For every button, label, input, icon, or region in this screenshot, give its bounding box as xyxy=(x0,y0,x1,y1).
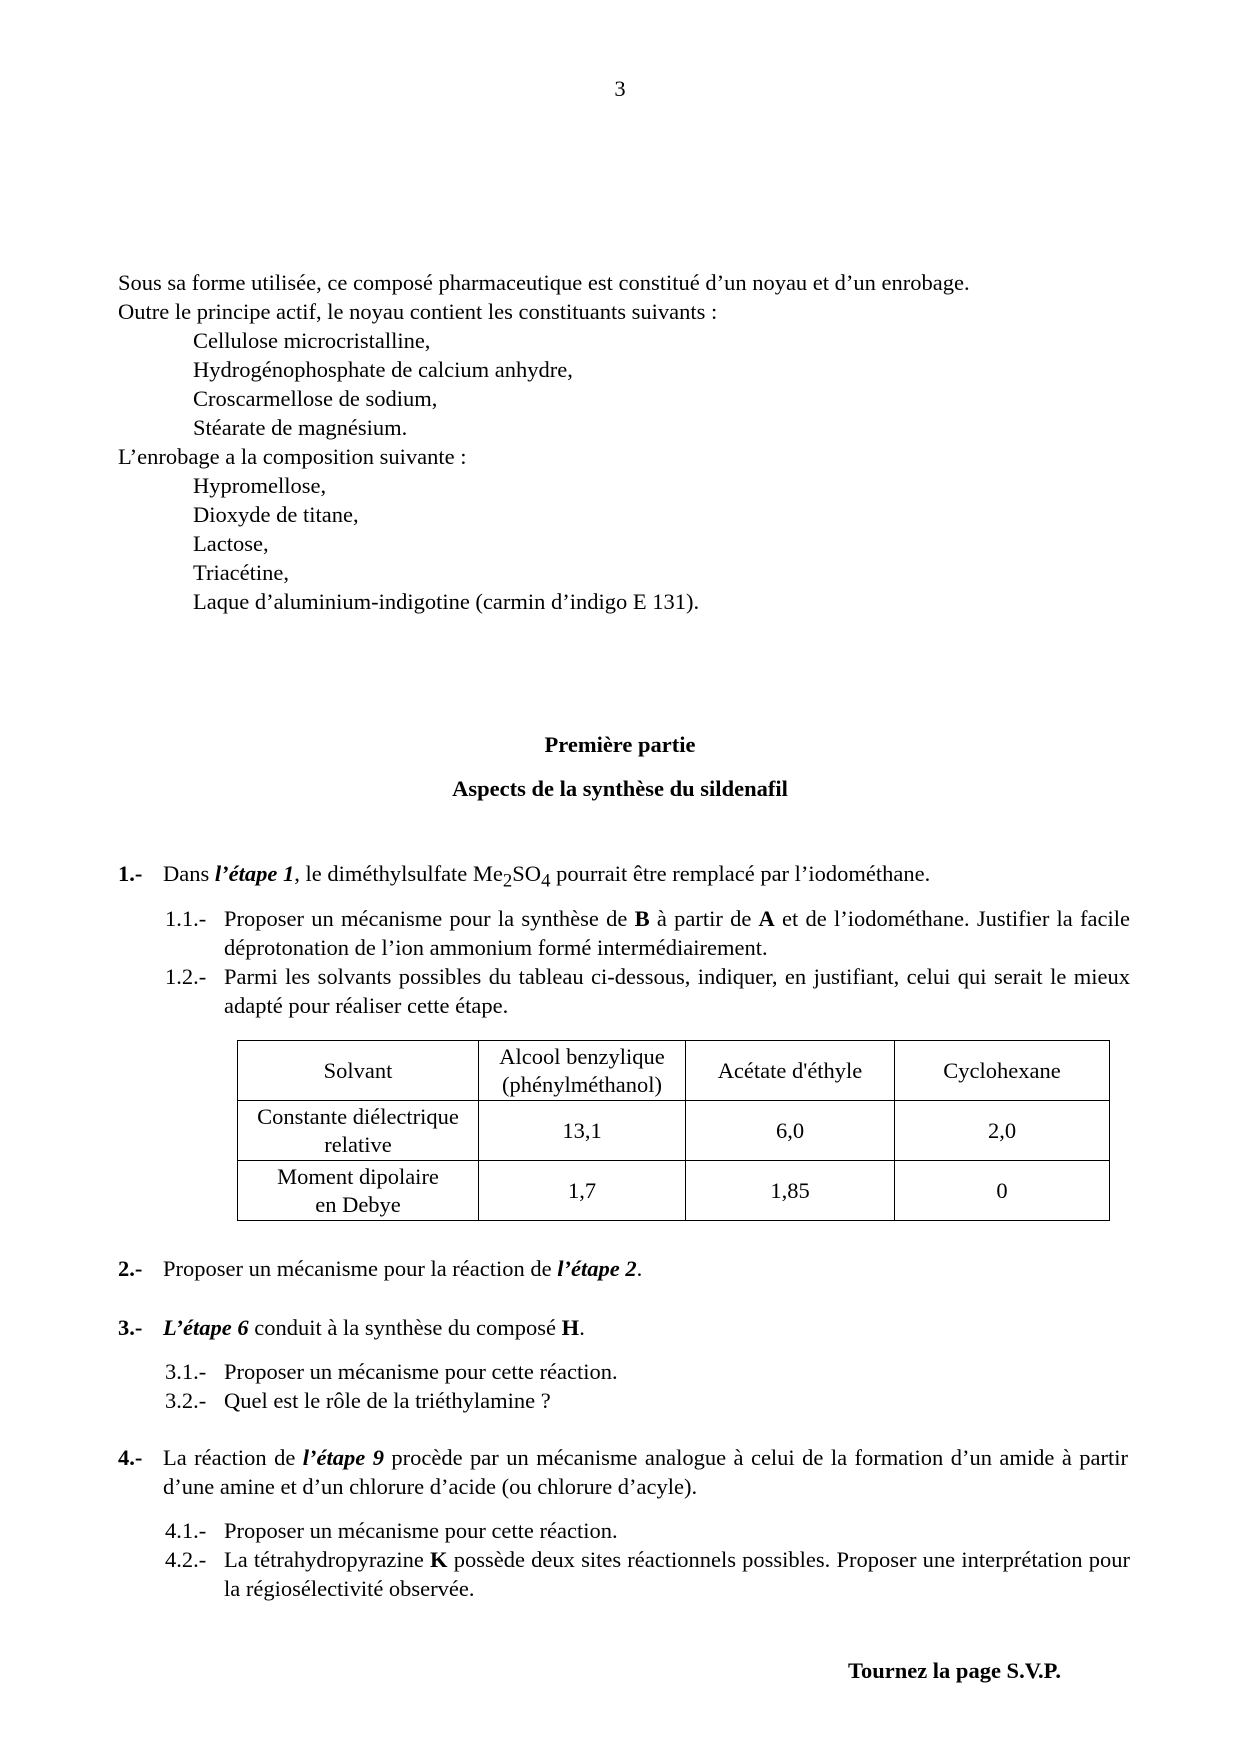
subquestion-4-2 xyxy=(165,1545,1130,1603)
question-number: 3.- xyxy=(118,1315,143,1340)
table-row-label: Constante diélectrique relative xyxy=(238,1101,479,1161)
table-header-cell: Cyclohexane xyxy=(895,1041,1110,1101)
enrobage-item: Hypromellose, xyxy=(193,473,327,498)
question-number: 2.- xyxy=(118,1256,143,1281)
table-cell: 6,0 xyxy=(686,1101,895,1161)
subquestion-3-1 xyxy=(165,1357,1130,1386)
question-number: 4.- xyxy=(118,1445,143,1470)
subquestion-text: Quel est le rôle de la triéthylamine ? xyxy=(224,1388,551,1413)
question-3 xyxy=(118,1313,1128,1342)
table-row xyxy=(238,1161,1110,1221)
noyau-item: Stéarate de magnésium. xyxy=(193,415,408,440)
part-title: Première partie xyxy=(544,732,696,757)
intro-line: Outre le principe actif, le noyau contient les constituants suivants : xyxy=(118,299,718,324)
question-text: Dans l’étape 1, le diméthylsulfate $Me_2SO_4$ pourrait être remplacé par l’iodométhane. xyxy=(163,861,931,892)
subquestion-text: Proposer un mécanisme pour cette réaction. xyxy=(224,1518,618,1543)
table-header-cell: Alcool benzylique (phénylméthanol) xyxy=(479,1041,686,1101)
subquestion-text: La tétrahydropyrazine K possède deux sites réactionnels possibles. Proposer une interprétation pour la régiosélectivité observée. xyxy=(224,1547,1130,1601)
subquestion-4-1 xyxy=(165,1516,1130,1545)
subquestion-3-2 xyxy=(165,1386,1130,1415)
table-row xyxy=(238,1041,1110,1101)
table-row-label: Moment dipolaire en Debye xyxy=(238,1161,479,1221)
intro-line: L’enrobage a la composition suivante : xyxy=(118,444,467,469)
table-cell: 13,1 xyxy=(479,1101,686,1161)
subquestion-number: 1.2.- xyxy=(165,964,207,989)
page-number: 3 xyxy=(614,76,626,101)
noyau-item: Croscarmellose de sodium, xyxy=(193,386,438,411)
question-number: 1.- xyxy=(118,861,143,886)
question-1 xyxy=(118,859,1128,896)
table-header-cell: Acétate d'éthyle xyxy=(686,1041,895,1101)
question-text: L’étape 6 conduit à la synthèse du composé H. xyxy=(163,1315,585,1340)
table-row xyxy=(238,1101,1110,1161)
subquestion-1-1 xyxy=(165,904,1130,962)
table-cell: 1,7 xyxy=(479,1161,686,1221)
subquestion-1-2 xyxy=(165,962,1130,1020)
subquestion-text: Parmi les solvants possibles du tableau ci-dessous, indiquer, en justifiant, celui qui serait le mieux adapté pour réaliser cette étape. xyxy=(224,964,1130,1018)
question-4 xyxy=(118,1443,1128,1501)
enrobage-item: Laque d’aluminium-indigotine (carmin d’indigo E 131). xyxy=(193,589,700,614)
table-header-cell: Solvant xyxy=(238,1041,479,1101)
question-text: Proposer un mécanisme pour la réaction de l’étape 2. xyxy=(163,1256,643,1281)
table-cell: 2,0 xyxy=(895,1101,1110,1161)
enrobage-item: Lactose, xyxy=(193,531,269,556)
enrobage-item: Dioxyde de titane, xyxy=(193,502,359,527)
subquestion-number: 3.1.- xyxy=(165,1359,207,1384)
subquestion-text: Proposer un mécanisme pour la synthèse de B à partir de A et de l’iodométhane. Justifier la facile déprotonation de l’ion ammonium formé intermédiairement. xyxy=(224,906,1130,960)
subquestion-number: 3.2.- xyxy=(165,1388,207,1413)
question-2 xyxy=(118,1254,1128,1283)
intro-line: Sous sa forme utilisée, ce composé pharmaceutique est constitué d’un noyau et d’un enrobage. xyxy=(118,270,970,295)
question-text: La réaction de l’étape 9 procède par un mécanisme analogue à celui de la formation d’un amide à partir d’une amine et d’un chlorure d’acide (ou chlorure d’acyle). xyxy=(163,1445,1128,1499)
subquestion-number: 4.1.- xyxy=(165,1518,207,1543)
intro-section xyxy=(118,268,1128,616)
noyau-item: Hydrogénophosphate de calcium anhydre, xyxy=(193,357,573,382)
table-cell: 0 xyxy=(895,1161,1110,1221)
solvent-table xyxy=(237,1040,1110,1221)
subquestion-number: 1.1.- xyxy=(165,906,207,931)
subquestion-number: 4.2.- xyxy=(165,1547,207,1572)
noyau-item: Cellulose microcristalline, xyxy=(193,328,431,353)
footer-turn-page: Tournez la page S.V.P. xyxy=(848,1658,1061,1683)
enrobage-item: Triacétine, xyxy=(193,560,290,585)
part-subtitle: Aspects de la synthèse du sildenafil xyxy=(452,776,788,801)
subquestion-text: Proposer un mécanisme pour cette réaction. xyxy=(224,1359,618,1384)
table-cell: 1,85 xyxy=(686,1161,895,1221)
